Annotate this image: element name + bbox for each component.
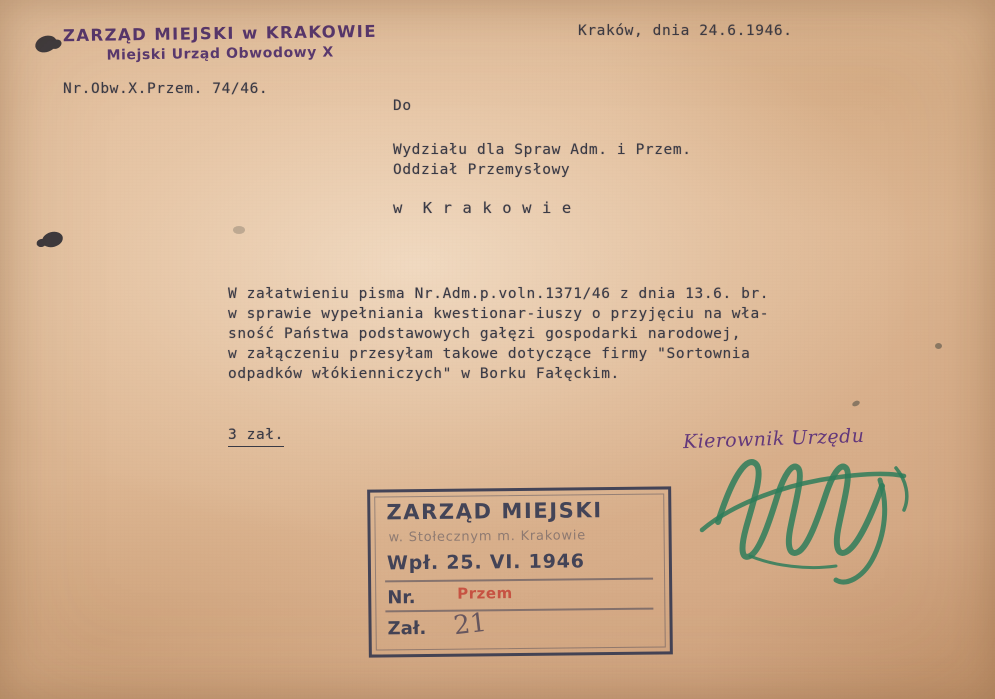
- body-line-4: w załączeniu przesyłam takowe dotyczące firmy "Sortownia: [228, 346, 751, 362]
- ink-blot-icon: [33, 33, 59, 56]
- reception-stamp-nr-value: Przem: [457, 584, 513, 603]
- reception-stamp-zal-value: 21: [451, 607, 489, 642]
- header-stamp-line1: ZARZĄD MIEJSKI w KRAKOWIE: [62, 21, 378, 46]
- signature-title: Kierownik Urzędu: [682, 424, 865, 454]
- header-stamp-line2: Miejski Urząd Obwodowy X: [106, 44, 334, 64]
- header-office-stamp: [63, 22, 378, 64]
- reception-stamp-zal-label: Zał.: [387, 617, 427, 640]
- body-line-1: W załatwieniu pisma Nr.Adm.p.voln.1371/46 z dnia 13.6. br.: [228, 286, 770, 302]
- reception-stamp-date: Wpł. 25. VI. 1946: [386, 550, 585, 575]
- addressee-to-label: Do: [393, 98, 412, 114]
- ink-blot-icon: [40, 230, 64, 250]
- reference-number: Nr.Obw.X.Przem. 74/46.: [63, 81, 269, 97]
- addressee-line2: Oddział Przemysłowy: [393, 162, 571, 178]
- addressee-line1: Wydziału dla Spraw Adm. i Przem.: [393, 142, 692, 158]
- paper-speck-icon: [935, 343, 942, 349]
- paper-smudge-icon: [233, 226, 245, 234]
- reception-stamp-line1: ZARZĄD MIEJSKI: [386, 498, 603, 525]
- body-line-5: odpadków włókienniczych" w Borku Fałęckim.: [228, 366, 620, 382]
- addressee-city: w K r a k o w i e: [393, 199, 572, 217]
- body-line-3: sność Państwa podstawowych gałęzi gospodarki narodowej,: [228, 326, 742, 342]
- reception-stamp-nr-label: Nr.: [387, 587, 416, 609]
- reception-stamp-line2: w. Stołecznym m. Krakowie: [388, 528, 587, 546]
- date-line: Kraków, dnia 24.6.1946.: [578, 23, 793, 39]
- enclosures-note: 3 zał.: [228, 425, 284, 447]
- paper-speck-icon: [851, 400, 860, 408]
- reception-stamp: [367, 486, 673, 657]
- body-line-2: w sprawie wypełniania kwestionar-iuszy o przyjęciu na wła-: [228, 306, 770, 322]
